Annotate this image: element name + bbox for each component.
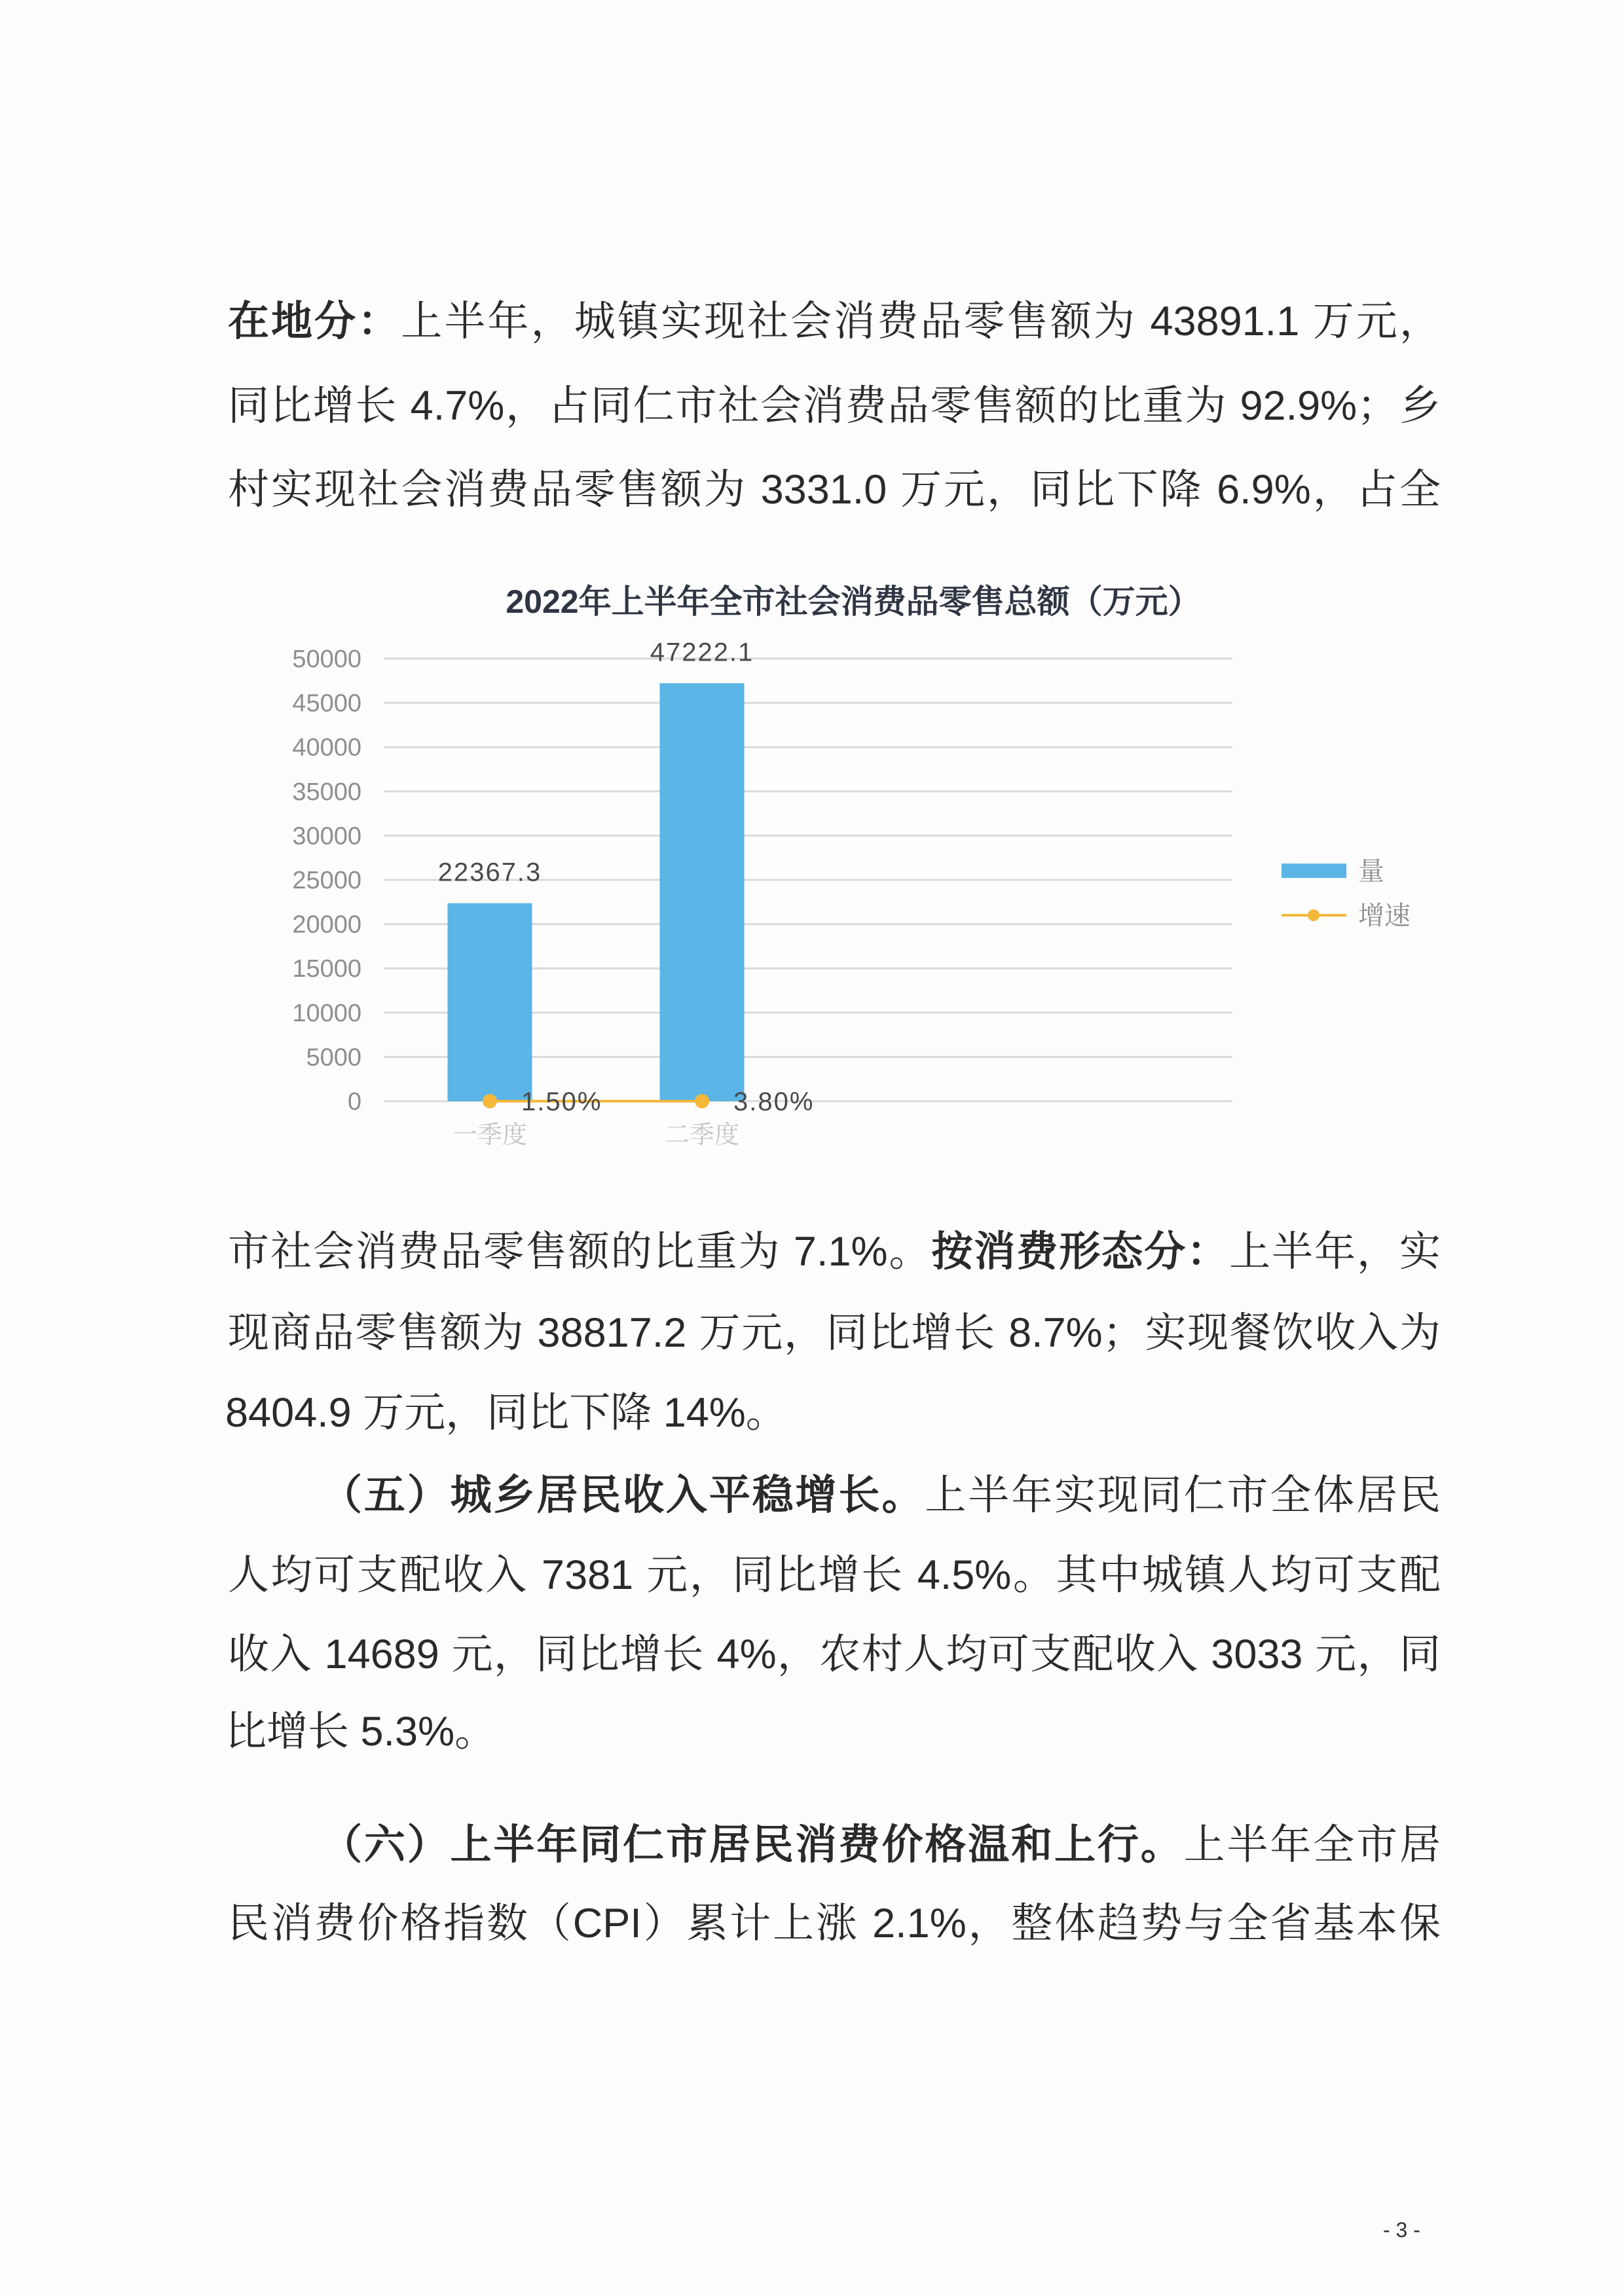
x-tick-label: 一季度 [452,1121,528,1149]
y-axis [292,646,361,1116]
legend-item-volume [1282,857,1384,886]
body-text-line [228,364,1441,448]
body-text-line [228,1882,1441,1965]
body-text-line [228,1291,1441,1375]
y-tick-label: 15000 [292,955,361,983]
growth-series [483,1087,814,1116]
y-tick-label: 0 [347,1088,361,1116]
lead-label: 按消费形态分： [931,1229,1230,1275]
line-text: 上半年全市居 [1183,1822,1441,1868]
chart-canvas [249,563,1428,1172]
body-text-line [321,1803,1441,1887]
y-tick-label: 10000 [292,999,361,1027]
y-tick-label: 5000 [306,1044,361,1072]
bar [660,683,745,1101]
body-text-line [228,1533,1441,1617]
legend-label-volume: 量 [1358,857,1384,886]
line-text: 比增长 5.3%。 [225,1709,496,1755]
legend-label-growth: 增速 [1358,902,1411,930]
bar-series [438,638,754,1101]
y-tick-label: 35000 [292,778,361,806]
section-heading: （六）上半年同仁市居民消费价格温和上行。 [321,1822,1184,1868]
legend [1282,857,1411,930]
x-axis [452,1121,739,1149]
legend-swatch-marker [1308,909,1320,921]
line-text: 村实现社会消费品零售额为 3331.0 万元，同比下降 6.9%，占全 [228,467,1441,513]
y-tick-label: 50000 [292,646,361,673]
chart-title: 2022年上半年全市社会消费品零售总额（万元） [506,583,1201,620]
y-tick-label: 45000 [292,689,361,718]
y-tick-label: 25000 [292,867,361,894]
body-text-line [228,280,1441,363]
body-text-line [225,1690,496,1774]
bar [448,903,532,1101]
body-text-line [228,1613,1441,1696]
line-text: 上半年实现同仁市全体居民 [925,1472,1441,1518]
y-tick-label: 30000 [292,822,361,850]
legend-item-growth [1282,902,1411,930]
y-tick-label: 40000 [292,734,361,762]
line-text: 市社会消费品零售额的比重为 7.1%。 [228,1229,932,1275]
body-text-line [225,1371,787,1455]
page-number: - 3 - [1383,2218,1420,2242]
lead-label: 在地分： [228,299,401,344]
x-tick-label: 二季度 [664,1121,740,1149]
line-text: 上半年，城镇实现社会消费品零售额为 43891.1 万元， [401,299,1441,344]
body-text-line [228,1210,1441,1294]
legend-swatch-bar [1282,864,1346,878]
line-text: 8404.9 万元，同比下降 14%。 [225,1390,787,1436]
line-text: 现商品零售额为 38817.2 万元，同比增长 8.7%；实现餐饮收入为 [228,1310,1441,1356]
growth-point [483,1094,497,1108]
body-text-line [321,1453,1441,1537]
line-text: 同比增长 4.7%，占同仁市社会消费品零售额的比重为 92.9%；乡 [228,383,1441,429]
section-heading: （五）城乡居民收入平稳增长。 [321,1472,925,1518]
y-tick-label: 20000 [292,911,361,939]
growth-point [695,1094,709,1108]
growth-data-label: 3.80% [733,1087,815,1116]
line-text: 上半年，实 [1229,1229,1441,1275]
line-text: 民消费价格指数（CPI）累计上涨 2.1%，整体趋势与全省基本保 [228,1901,1441,1946]
line-text: 收入 14689 元，同比增长 4%，农村人均可支配收入 3033 元，同 [228,1631,1441,1677]
bar-data-label: 47222.1 [650,638,754,667]
bar-data-label: 22367.3 [437,858,542,887]
retail-sales-chart [249,563,1428,1172]
line-text: 人均可支配收入 7381 元，同比增长 4.5%。其中城镇人均可支配 [228,1552,1441,1598]
body-text-line [228,448,1441,532]
growth-data-label: 1.50% [521,1087,602,1116]
